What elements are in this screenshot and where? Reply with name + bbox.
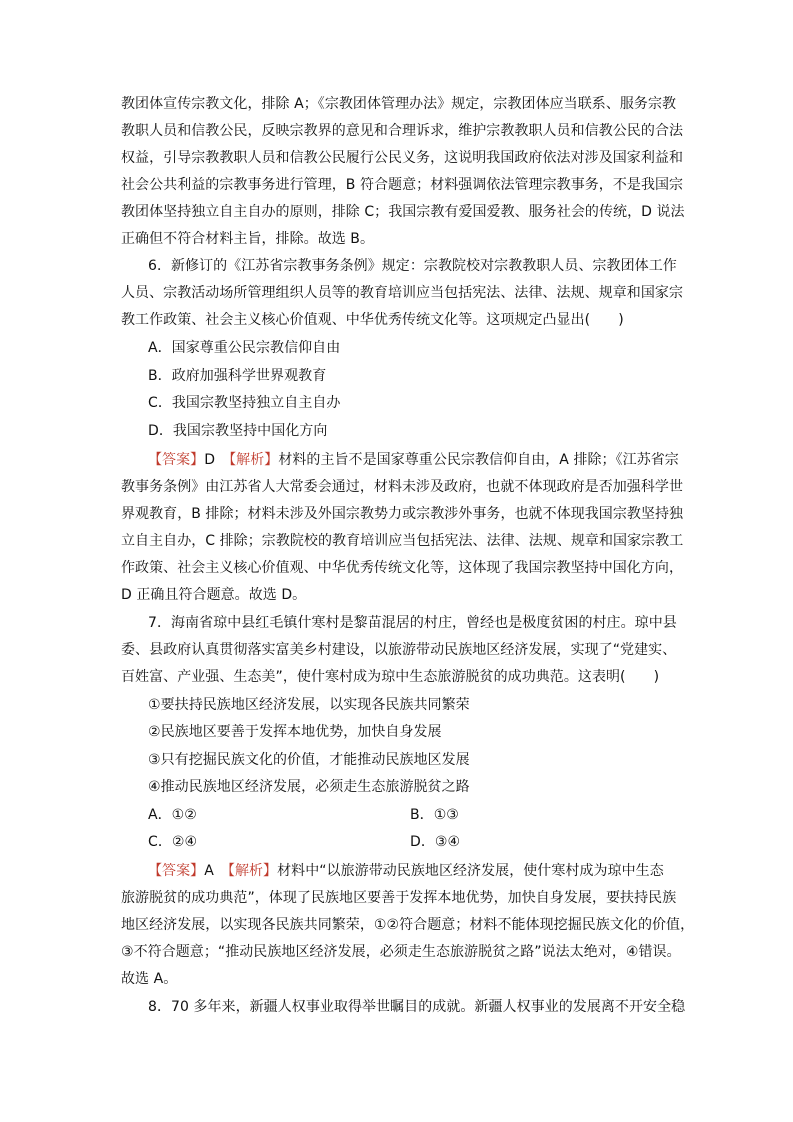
analysis-text: 材料中“以旅游带动民族地区经济发展，使什寒村成为琼中生态 (277, 863, 664, 879)
question-7-analysis: ③不符合题意；“推动民族地区经济发展，必须走生态旅游脱贫之路”说法太绝对，④错误。 (121, 944, 681, 960)
text-line: 教职人员和信教公民，反映宗教界的意见和合理诉求，维护宗教教职人员和信教公民的合法 (121, 123, 683, 139)
question-7-statement-4: ④推动民族地区经济发展，必须走生态旅游脱贫之路 (148, 779, 470, 795)
question-6-analysis: 立自主自办，C 排除；宗教院校的教育培训应当包括宪法、法律、法规、规章和国家宗教工 (121, 533, 684, 549)
question-6-analysis: 界观教育，B 排除；材料未涉及外国宗教势力或宗教涉外事务，也就不体现我国宗教坚持独 (121, 506, 684, 522)
question-7-analysis: 旅游脱贫的成功典范”，体现了民族地区要善于发挥本地优势，加快自身发展，要扶持民族 (121, 890, 677, 906)
question-7-analysis: 地区经济发展，以实现各民族共同繁荣，①②符合题意；材料不能体现挖掘民族文化的价值， (121, 917, 695, 933)
analysis-tag: 【解析】 (227, 863, 278, 879)
question-7-statement-3: ③只有挖掘民族文化的价值，才能推动民族地区发展 (148, 752, 470, 768)
question-7-stem: 委、县政府认真贯彻落实富美乡村建设，以旅游带动民族地区经济发展，实现了“党建实、 (121, 642, 677, 658)
question-7-analysis: 故选 A。 (121, 971, 178, 987)
question-7-option-d: D．③④ (410, 834, 461, 850)
text-line: 教团体宣传宗教文化，排除 A；《宗教团体管理办法》规定，宗教团体应当联系、服务宗教 (121, 96, 677, 112)
question-6-analysis: D 正确且符合题意。故选 D。 (121, 587, 307, 603)
question-7-option-c: C．②④ (148, 834, 198, 850)
question-7-option-a: A．①② (148, 807, 197, 823)
question-6-analysis: 作政策、社会主义核心价值观、中华优秀传统文化等，这体现了我国宗教坚持中国化方向， (121, 560, 683, 576)
answer-tag: 【答案】 (148, 863, 205, 879)
analysis-text: 材料的主旨不是国家尊重公民宗教信仰自由，A 排除；《江苏省宗 (278, 452, 679, 468)
answer-tag: 【答案】 (148, 452, 205, 468)
question-6-option-b: B．政府加强科学世界观教育 (148, 368, 327, 384)
question-7-stem: 百姓富、产业强、生态美”，使什寒村成为琼中生态旅游脱贫的成功典范。这表明( ) (121, 669, 660, 685)
text-line: 正确但不符合材料主旨，排除。故选 B。 (121, 231, 375, 247)
text-line: 权益，引导宗教教职人员和信教公民履行公民义务，这说明我国政府依法对涉及国家利益和 (121, 150, 683, 166)
question-6-analysis: 教事务条例》由江苏省人大常委会通过，材料未涉及政府，也就不体现政府是否加强科学世 (121, 479, 683, 495)
question-6-option-d: D．我国宗教坚持中国化方向 (148, 423, 328, 439)
question-7-option-b: B．①③ (410, 807, 459, 823)
answer-value: A (204, 863, 214, 879)
text-line: 社会公共利益的宗教事务进行管理，B 符合题意；材料强调依法管理宗教事务，不是我国宗 (121, 177, 684, 193)
question-6-answer (148, 450, 704, 470)
answer-value: D (204, 452, 216, 468)
question-6-stem: 教工作政策、社会主义核心价值观、中华优秀传统文化等。这项规定凸显出( ) (121, 312, 624, 328)
question-7-statement-1: ①要扶持民族地区经济发展，以实现各民族共同繁荣 (148, 697, 470, 713)
text-line: 教团体坚持独立自主自办的原则，排除 C；我国宗教有爱国爱教、服务社会的传统，D 说法 (121, 204, 685, 220)
question-7-stem: 7．海南省琼中县红毛镇什寒村是黎苗混居的村庄，曾经也是极度贫困的村庄。琼中县 (148, 615, 677, 631)
question-7-answer (148, 861, 704, 881)
question-7-statement-2: ②民族地区要善于发挥本地优势，加快自身发展 (148, 724, 442, 740)
analysis-tag: 【解析】 (229, 452, 279, 468)
question-8-stem: 8．70 多年来，新疆人权事业取得举世瞩目的成就。新疆人权事业的发展离不开安全稳 (148, 999, 686, 1015)
question-6-option-a: A．国家尊重公民宗教信仰自由 (148, 340, 341, 356)
question-6-option-c: C．我国宗教坚持独立自主自办 (148, 395, 341, 411)
question-6-stem: 6．新修订的《江苏省宗教事务条例》规定：宗教院校对宗教教职人员、宗教团体工作 (148, 258, 677, 274)
question-6-stem: 人员、宗教活动场所管理组织人员等的教育培训应当包括宪法、法律、法规、规章和国家宗 (121, 285, 683, 301)
